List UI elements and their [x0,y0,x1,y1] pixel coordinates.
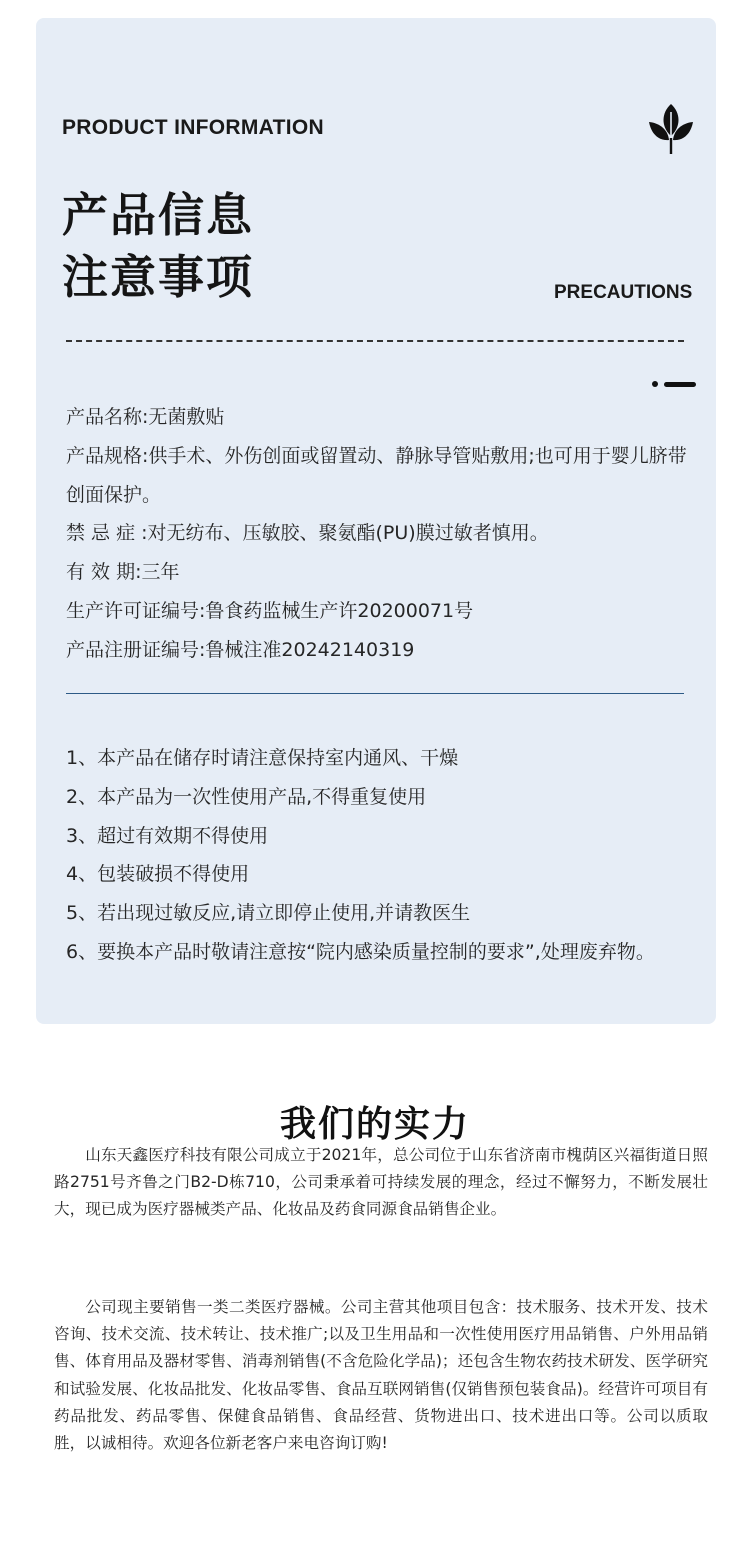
precaution-item: 4、包装破损不得使用 [66,863,250,886]
precaution-item: 2、本产品为一次性使用产品,不得重复使用 [66,785,427,808]
decor-dot [652,381,658,387]
info-contraindication: 禁 忌 症 :对无纺布、压敏胶、聚氨酯(PU)膜过敏者慎用。 [66,522,549,545]
dot-bar-decoration [652,380,696,388]
precaution-item: 1、本产品在储存时请注意保持室内通风、干燥 [66,747,459,769]
info-production-license: 生产许可证编号:鲁食药监械生产许20200071号 [66,599,474,622]
precautions-list [66,739,696,972]
english-subtitle: PRECAUTIONS [554,282,693,303]
title-line-precautions: 注意事项 [62,250,254,304]
english-title: PRODUCT INFORMATION [62,116,324,139]
precaution-item: 5、若出现过敏反应,请立即停止使用,并请教医生 [66,902,471,925]
chinese-title [62,184,254,308]
product-info-card [36,18,716,1024]
section-divider [66,693,684,694]
leaf-icon [648,102,694,156]
company-business-paragraph: 公司现主要销售一类二类医疗器械。公司主营其他项目包含：技术服务、技术开发、技术咨询、技术交流、技术转让、技术推广;以及卫生用品和一次性使用医疗用品销售、户外用品销售、体育用品及器材零售、消毒剂销售(不含危险化学品)；还包含生物农药技术研发、医学研究和试验发展、化妆品批发、化妆品零售、食品互联网销售(仅销售预包装食品)。经营许可项目有药品批发、药品零售、保健食品销售、食品经营、货物进出口、技术进出口等。公司以质取胜，以诚相待。欢迎各位新老客户来电咨询订购! [54,1298,708,1453]
precaution-item: 3、超过有效期不得使用 [66,824,269,847]
precaution-item: 6、要换本产品时敬请注意按“院内感染质量控制的要求”,处理废弃物。 [66,940,655,963]
decor-bar [664,382,696,387]
info-validity: 有 效 期:三年 [66,561,180,584]
info-specification: 产品规格:供手术、外伤创面或留置动、静脉导管贴敷用;也可用于婴儿脐带创面保护。 [66,444,687,506]
company-intro-paragraph: 山东天鑫医疗科技有限公司成立于2021年，总公司位于山东省济南市槐荫区兴福街道日照路2751号齐鲁之门B2-D栋710，公司秉承着可持续发展的理念，经过不懈努力，不断发展壮大，现已成为医疗器械类产品、化妆品及药食同源食品销售企业。 [54,1146,708,1219]
product-info-list [66,398,696,670]
dashed-divider [66,340,684,342]
info-registration-number: 产品注册证编号:鲁械注准20242140319 [66,638,415,661]
title-line-product-info: 产品信息 [62,188,254,242]
info-product-name: 产品名称:无菌敷贴 [66,406,225,428]
company-strength-title: 我们的实力 [279,1104,470,1145]
